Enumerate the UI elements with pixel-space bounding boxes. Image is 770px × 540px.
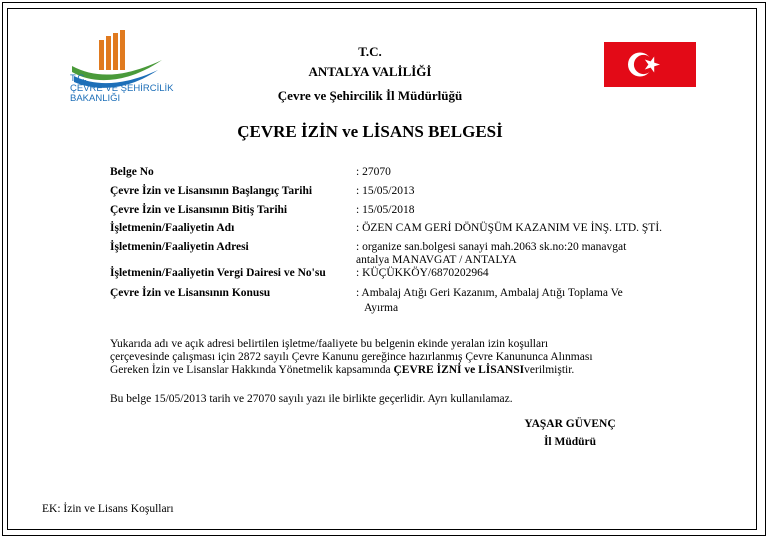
paragraph-line [110, 364, 662, 377]
paragraph-line: Yukarıda adı ve açık adresi belirtilen işletme/faaliyete bu belgenin ekinde yeralan izin koşulları [110, 338, 549, 350]
body-paragraph [110, 338, 662, 377]
document-title: ÇEVRE İZİN ve LİSANS BELGESİ [237, 122, 503, 141]
turkish-flag-icon [604, 42, 696, 87]
header-tc: T.C. [358, 44, 382, 59]
field-value: : organize san.bolgesi sanayi mah.2063 sk.no:20 manavgat [356, 241, 627, 253]
paragraph-text: Gereken İzin ve Lisanslar Hakkında Yönetmelik kapsamında [110, 364, 394, 376]
signer-name: YAŞAR GÜVENÇ [524, 418, 616, 430]
field-value-cont: antalya MANAVGAT / ANTALYA [356, 254, 517, 266]
paragraph-line: çerçevesinde çalışması için 2872 sayılı Çevre Kanunu gereğince hazırlanmış Çevre Kanununca Alınması [110, 351, 593, 363]
field-label: Belge No [110, 166, 154, 178]
field-label: Çevre İzin ve Lisansının Başlangıç Tarihi [110, 185, 313, 197]
ministry-logo-text [70, 74, 173, 104]
field-value: : 15/05/2018 [356, 204, 415, 216]
field-label: Çevre İzin ve Lisansının Bitiş Tarihi [110, 204, 288, 216]
logo-line: ÇEVRE VE ŞEHİRCİLİK [70, 83, 174, 94]
field-value: : ÖZEN CAM GERİ DÖNÜŞÜM KAZANIM VE İNŞ. LTD. ŞTİ. [356, 222, 663, 234]
field-value: : KÜÇÜKKÖY/6870202964 [356, 267, 489, 279]
logo-line: BAKANLIĞI [70, 93, 121, 104]
field-value: : 15/05/2013 [356, 185, 415, 197]
field-value: : Ambalaj Atığı Geri Kazanım, Ambalaj Atığı Toplama Ve [356, 287, 623, 299]
field-label: İşletmenin/Faaliyetin Adı [110, 222, 235, 234]
field-label: İşletmenin/Faaliyetin Vergi Dairesi ve No'su [110, 267, 326, 279]
validity-note [110, 393, 662, 406]
header-directorate: Çevre ve Şehircilik İl Müdürlüğü [277, 88, 463, 103]
field-label: Çevre İzin ve Lisansının Konusu [110, 287, 271, 299]
header-governorship: ANTALYA VALİLİĞİ [308, 64, 432, 79]
paragraph-bold-text: ÇEVRE İZNİ ve LİSANSI [393, 364, 525, 376]
field-value-cont: Ayırma [364, 302, 399, 314]
paragraph-text: verilmiştir. [524, 364, 575, 376]
note-text: Bu belge 15/05/2013 tarih ve 27070 sayılı yazı ile birlikte geçerlidir. Ayrı kullanılamaz. [110, 393, 513, 405]
field-label: İşletmenin/Faaliyetin Adresi [110, 241, 249, 253]
signer-title: İl Müdürü [543, 436, 597, 448]
attachment-note: EK: İzin ve Lisans Koşulları [42, 503, 174, 515]
logo-line: T.C. [70, 73, 87, 84]
field-value: : 27070 [356, 166, 391, 178]
